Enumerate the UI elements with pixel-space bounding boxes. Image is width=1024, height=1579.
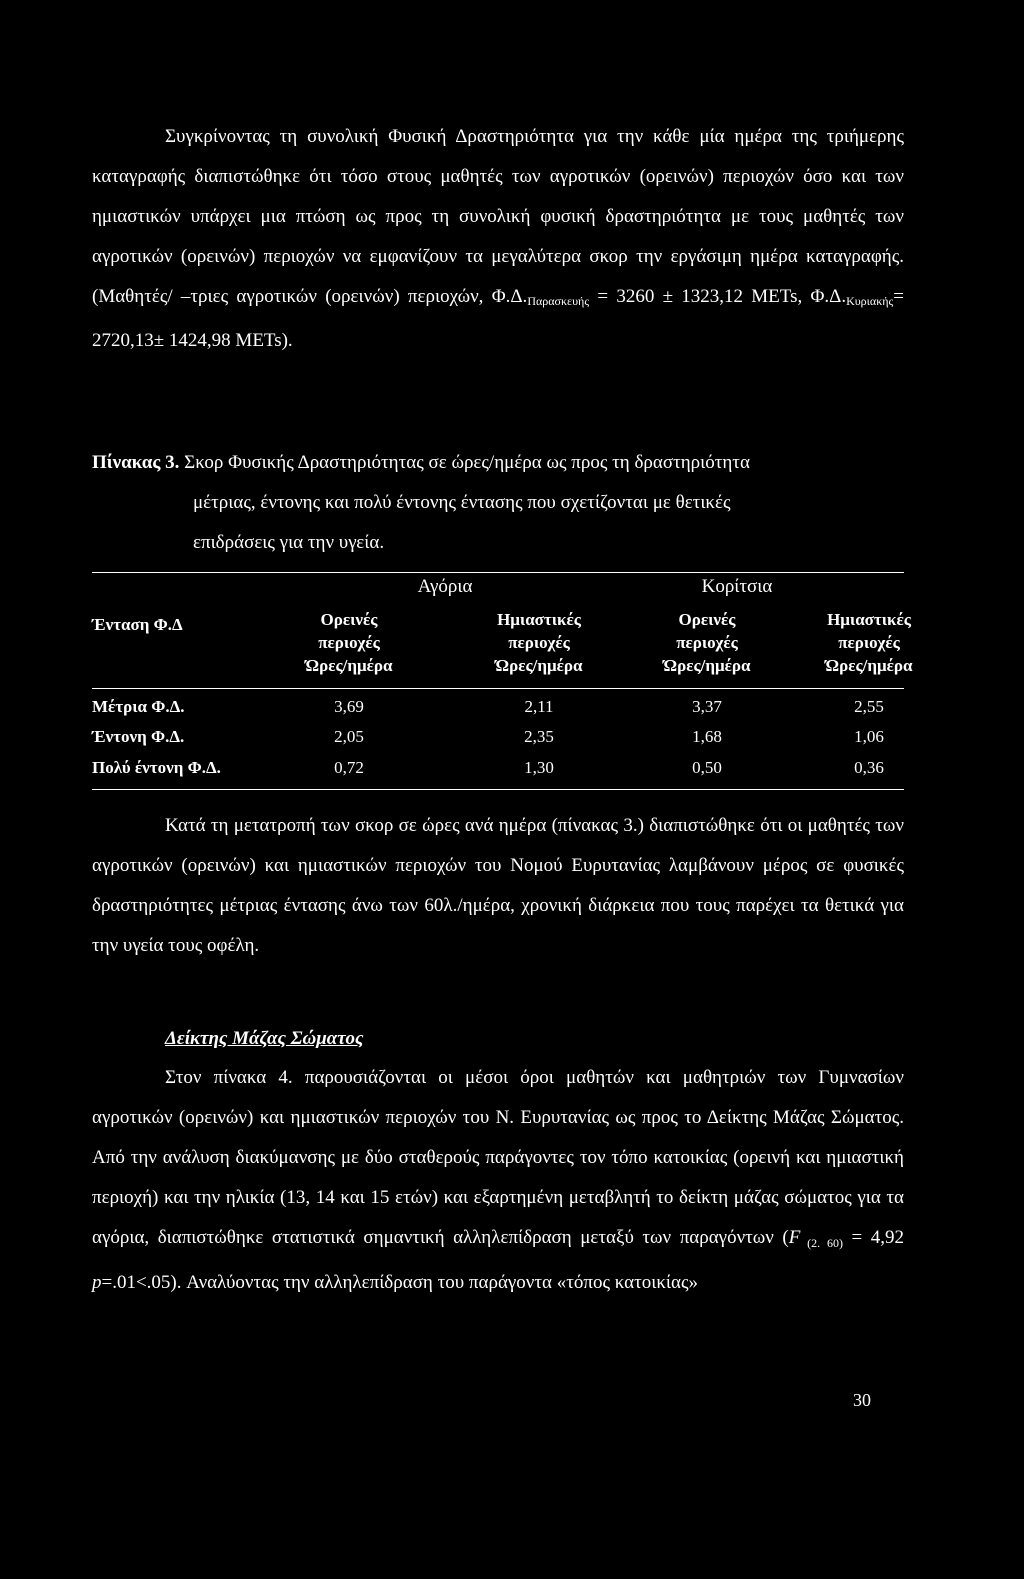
table-bottom-rule	[92, 789, 904, 790]
col-header-line: περιοχές	[508, 633, 570, 652]
paragraph1-text-c: = 2720,13± 1424,98 METs).	[92, 286, 904, 351]
col-header-line: Ορεινές	[320, 610, 378, 629]
col-header-boys-mountain	[279, 608, 419, 677]
table-cell: 1,30	[524, 758, 554, 777]
col-header-line: Ημιαστικές	[497, 610, 581, 629]
col-header-line: περιοχές	[318, 633, 380, 652]
table-label: Πίνακας 3.	[92, 452, 180, 473]
table-cell: 0,72	[334, 758, 364, 777]
caption-line-3: επιδράσεις για την υγεία.	[193, 532, 385, 553]
table-cell: 0,36	[854, 758, 884, 777]
row-label-moderate: Μέτρια Φ.Δ.	[92, 697, 185, 716]
caption-line-2: μέτριας, έντονης και πολύ έντονης έντασης που σχετίζονται με θετικές	[193, 492, 731, 513]
table-cell: 2,55	[854, 697, 884, 716]
table-cell: 1,68	[692, 727, 722, 746]
col-header-boys-semiurban	[469, 608, 609, 677]
subscript-sunday: Κυριακής	[846, 294, 894, 308]
caption-line-1: Σκορ Φυσικής Δραστηριότητας σε ώρες/ημέρα ως προς τη δραστηριότητα	[184, 452, 750, 473]
table-top-rule	[92, 572, 904, 573]
paragraph2-text: Κατά τη μετατροπή των σκορ σε ώρες ανά ημέρα (πίνακας 3.) διαπιστώθηκε ότι οι μαθητές των αγροτικών (ορεινών) και ημιαστικών περιοχών του Νομού Ευρυτανίας λαμβάνουν μέρος σε φυσικές δραστηριότητες μέτριας έντασης άνω των 60λ./ημέρα, χρονική διάρκεια που τους παρέχει τα θετικά για την υγεία τους οφέλη.	[92, 815, 904, 956]
col-header-girls-semiurban	[799, 608, 939, 677]
table-cell: 0,50	[692, 758, 722, 777]
table-cell: 2,05	[334, 727, 364, 746]
subscript-friday: Παρασκευής	[527, 294, 590, 308]
table-cell: 2,35	[524, 727, 554, 746]
table-cell: 3,37	[692, 697, 722, 716]
paragraph3-text-c: =.01<.05). Αναλύοντας την αλληλεπίδραση του παράγοντα «τόπος κατοικίας»	[101, 1272, 698, 1293]
row-label-vigorous: Έντονη Φ.Δ.	[92, 727, 185, 746]
section-title-bmi: Δείκτης Μάζας Σώματος	[165, 1028, 364, 1049]
col-header-line: Ώρες/ημέρα	[305, 656, 393, 675]
group-header-boys: Αγόρια	[417, 576, 473, 597]
paragraph-physical-activity-comparison	[92, 117, 904, 361]
paragraph-bmi-analysis	[92, 1058, 904, 1303]
page-number: 30	[853, 1390, 871, 1410]
group-header-girls: Κορίτσια	[701, 576, 773, 597]
row-label-very-vigorous: Πολύ έντονη Φ.Δ.	[92, 758, 221, 777]
col-header-line: Ώρες/ημέρα	[825, 656, 913, 675]
paragraph3-text-b: = 4,92	[842, 1227, 904, 1248]
f-statistic-symbol: F	[788, 1227, 801, 1248]
col-header-line: Ώρες/ημέρα	[495, 656, 583, 675]
paragraph3-text-a: Στον πίνακα 4. παρουσιάζονται οι μέσοι όροι μαθητών και μαθητριών των Γυμνασίων αγροτικών (ορεινών) και ημιαστικών περιοχών του Ν. Ευρυτανίας ως προς το Δείκτης Μάζας Σώματος. Από την ανάλυση διακύμανσης με δύο σταθερούς παράγοντες τον τόπο κατοικίας (ορεινή και ημιαστική περιοχή) και την ηλικία (13, 14 και 15 ετών) και εξαρτημένη μεταβλητή το δείκτη μάζας σώματος για τα αγόρια, διαπιστώθηκε στατιστικά σημαντική αλληλεπίδραση μεταξύ των παραγόντων (	[92, 1067, 904, 1248]
p-value-symbol: p	[92, 1272, 102, 1293]
col-header-line: περιοχές	[676, 633, 738, 652]
f-degrees-of-freedom: (2. 60)	[800, 1236, 843, 1250]
col-header-line: Ημιαστικές	[827, 610, 911, 629]
col-header-line: Ορεινές	[678, 610, 736, 629]
paragraph1-text-a: Συγκρίνοντας τη συνολική Φυσική Δραστηριότητα για την κάθε μία ημέρα της τριήμερης καταγραφής διαπιστώθηκε ότι τόσο στους μαθητές των αγροτικών (ορεινών) περιοχών όσο και των ημιαστικών υπάρχει μια πτώση ως προς τη συνολική φυσική δραστηριότητα με τους μαθητές των αγροτικών (ορεινών) περιοχών να εμφανίζουν τα μεγαλύτερα σκορ την εργάσιμη ημέρα καταγραφής. (Μαθητές/ –τριες αγροτικών (ορεινών) περιοχών, Φ.Δ.	[92, 126, 904, 307]
table-cell: 3,69	[334, 697, 364, 716]
col-header-line: Ώρες/ημέρα	[663, 656, 751, 675]
table-header-rule	[92, 688, 904, 689]
col-header-girls-mountain	[637, 608, 777, 677]
table-caption	[92, 443, 904, 563]
col-header-line: περιοχές	[838, 633, 900, 652]
paragraph-hours-conversion	[92, 806, 904, 966]
intensity-header: Ένταση Φ.Δ	[92, 615, 183, 634]
table-cell: 2,11	[524, 697, 554, 716]
table-cell: 1,06	[854, 727, 884, 746]
paragraph1-text-b: = 3260 ± 1323,12 METs, Φ.Δ.	[589, 286, 847, 307]
